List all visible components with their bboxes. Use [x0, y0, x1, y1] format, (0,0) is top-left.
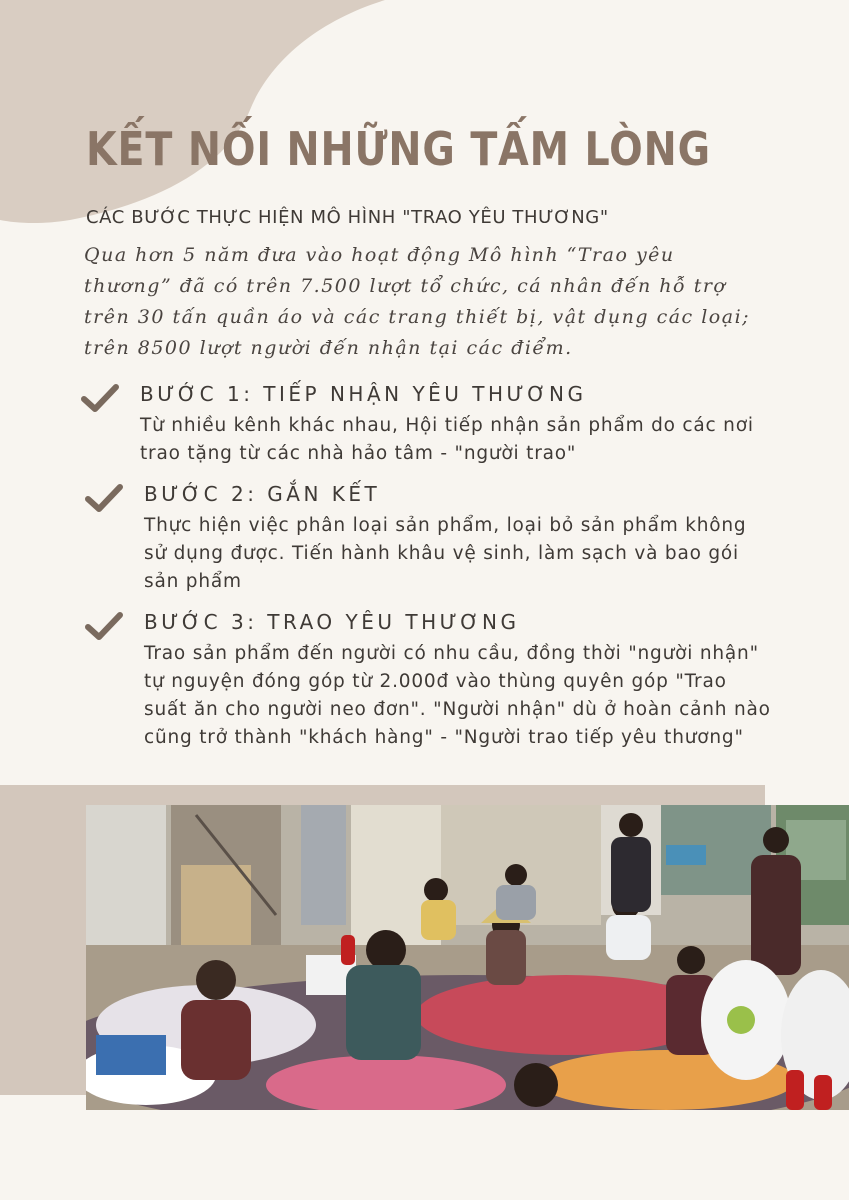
step-body: Thực hiện việc phân loại sản phẩm, loại bỏ sản phẩm không sử dụng được. Tiến hành khâu vệ sinh, làm sạch và bao gói sản phẩm	[144, 515, 747, 592]
intro-paragraph: Qua hơn 5 năm đưa vào hoạt động Mô hình “Trao yêu thương” đã có trên 7.500 lượt tổ chức, cá nhân đến hỗ trợ trên 30 tấn quần áo và các trang thiết bị, vật dụng các loại; trên 8500 lượt người đến nhận tại các điểm.	[84, 244, 751, 359]
check-icon	[80, 382, 120, 416]
page-title: KẾT NỐI NHỮNG TẤM LÒNG	[86, 122, 711, 176]
step-body: Trao sản phẩm đến người có nhu cầu, đồng thời "người nhận" tự nguyện đóng góp từ 2.000đ vào thùng quyên góp "Trao suất ăn cho người neo đơn". "Người nhận" dù ở hoàn cảnh nào cũng trở thành "khách hàng" - "Người trao tiếp yêu thương"	[144, 643, 771, 748]
step-1	[80, 382, 780, 462]
decorative-blob	[0, 0, 849, 240]
photo-clothes-distribution	[86, 805, 849, 1110]
step-title: BƯỚC 1: TIẾP NHẬN YÊU THƯƠNG	[140, 382, 587, 406]
photo-illustration	[86, 805, 849, 1110]
step-3	[84, 610, 784, 775]
step-title: BƯỚC 3: TRAO YÊU THƯƠNG	[144, 610, 520, 634]
check-icon	[84, 610, 124, 644]
check-icon	[84, 482, 124, 516]
step-title: BƯỚC 2: GẮN KẾT	[144, 482, 381, 506]
section-subtitle: CÁC BƯỚC THỰC HIỆN MÔ HÌNH "TRAO YÊU THƯƠNG"	[86, 207, 609, 228]
step-2	[84, 482, 784, 592]
step-body: Từ nhiều kênh khác nhau, Hội tiếp nhận sản phẩm do các nơi trao tặng từ các nhà hảo tâm - "người trao"	[140, 415, 754, 464]
